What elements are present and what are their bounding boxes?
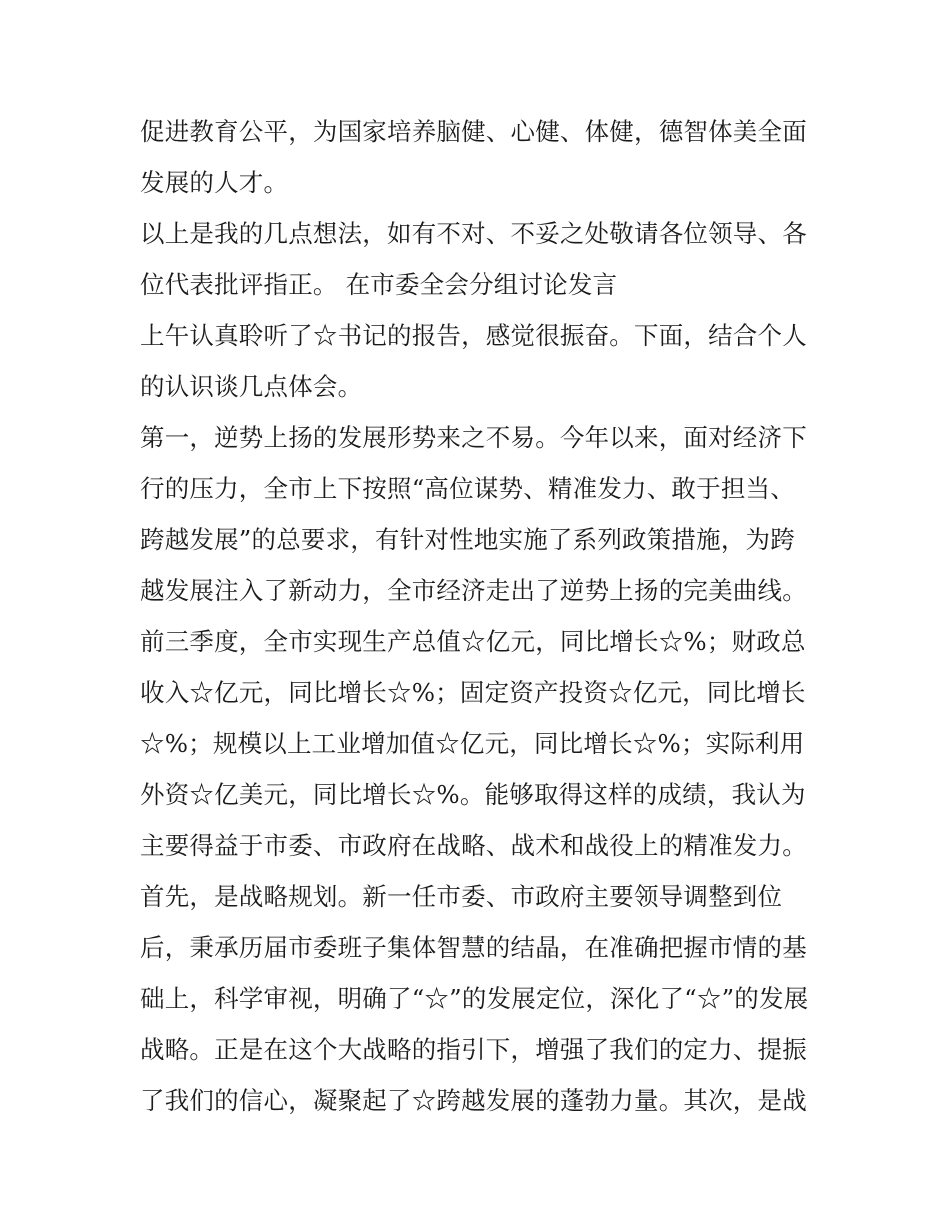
text-line: 以上是我的几点想法，如有不对、不妥之处敬请各位领导、各	[140, 219, 807, 248]
text-line: 首先，是战略规划。新一任市委、市政府主要领导调整到位	[140, 882, 783, 911]
text-line: 收入☆亿元，同比增长☆%；固定资产投资☆亿元，同比增长	[140, 678, 806, 707]
text-line: 战略。正是在这个大战略的指引下，增强了我们的定力、提振	[140, 1035, 807, 1064]
text-line: 跨越发展”的总要求，有针对性地实施了系列政策措施，为跨	[140, 525, 795, 554]
text-line: 的认识谈几点体会。	[140, 372, 363, 401]
text-line: 前三季度，全市实现生产总值☆亿元，同比增长☆%；财政总	[140, 627, 806, 656]
text-line: 了我们的信心，凝聚起了☆跨越发展的蓬勃力量。其次，是战	[140, 1086, 807, 1115]
text-line: 主要得益于市委、市政府在战略、战术和战役上的精准发力。	[140, 831, 807, 860]
text-line: 越发展注入了新动力，全市经济走出了逆势上扬的完美曲线。	[140, 576, 807, 605]
document-body	[140, 106, 820, 1126]
text-line: 行的压力，全市上下按照“高位谋势、精准发力、敢于担当、	[140, 474, 795, 503]
text-line: 位代表批评指正。 在市委全会分组讨论发言	[140, 270, 618, 299]
text-line: 础上，科学审视，明确了“☆”的发展定位，深化了“☆”的发展	[140, 984, 809, 1013]
text-line: 促进教育公平，为国家培养脑健、心健、体健，德智体美全面	[140, 117, 807, 146]
text-line: 后，秉承历届市委班子集体智慧的结晶，在准确把握市情的基	[140, 933, 807, 962]
text-line: ☆%；规模以上工业增加值☆亿元，同比增长☆%；实际利用	[140, 729, 805, 758]
text-line: 发展的人才。	[140, 168, 289, 197]
text-line: 外资☆亿美元，同比增长☆%。能够取得这样的成绩，我认为	[140, 780, 806, 809]
text-line: 第一，逆势上扬的发展形势来之不易。今年以来，面对经济下	[140, 423, 807, 452]
text-line: 上午认真聆听了☆书记的报告，感觉很振奋。下面，结合个人	[140, 321, 807, 350]
